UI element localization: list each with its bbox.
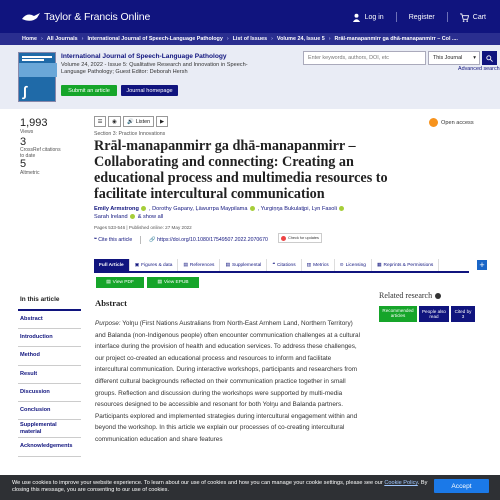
tab-citations[interactable]: [267, 259, 301, 271]
pages-published: Pages 533-546 | Published online: 27 May 2022: [94, 225, 192, 230]
logo-lamp-icon: [21, 10, 41, 24]
nav-item-discussion[interactable]: Discussion: [18, 384, 81, 402]
nav-heading: In this article: [18, 294, 81, 311]
speaker-icon: 🔊: [127, 118, 134, 125]
pdf-icon: ▤: [106, 280, 111, 285]
purpose-label: Purpose:: [95, 320, 121, 327]
cart-icon: [460, 13, 469, 22]
chevron-right-icon: ›: [81, 36, 84, 42]
abstract-heading: Abstract: [95, 298, 127, 308]
cover-mark: ∫: [23, 83, 27, 99]
tab-licensing[interactable]: [335, 259, 372, 271]
tab-label: Full Article: [99, 262, 124, 268]
cookie-text: We use cookies to improve your website experience. To learn about our use of cookies and how you can manage your cookie settings, please see our: [12, 480, 385, 486]
tab-full-article[interactable]: [94, 259, 130, 271]
audio-icon: ◉: [112, 118, 117, 125]
cookie-text: . By closing this message, you are consenting to our use of cookies.: [12, 480, 428, 493]
breadcrumb-current: Rrāl-manapanmirr ga dhā-manapanmirr – Col ....: [334, 36, 458, 42]
article-tabs: [94, 259, 469, 273]
related-tabs: [379, 306, 475, 322]
tab-figures[interactable]: [130, 259, 179, 271]
abstract-body: Yolŋu (First Nations Australians from North-East Arnhem Land, Northern Territory) and Balanda (non-Indigenous people) often encounter communication challenges at a cultural interface during the provision of health and education services. To address these challenges, our project co-created an educational process and resources to inform and facilitate intercultural communication. During interactive workshops, participants and researchers from different cultural backgrounds reflected on their communication practice together in small groups. Reflection and discussion during the workshops were supported by multi-media resources designed to be accessible and resonant for both Yolŋu and Balanda partners. Participants explored and implemented strategies during intercultural engagement within and beyond the workshop. In this article we explain our processes of co-creating intercultural communication education and share features: [95, 320, 361, 443]
listen-button[interactable]: [123, 116, 154, 127]
brand-name: Taylor & Francis Online: [44, 11, 151, 23]
orcid-icon[interactable]: [130, 214, 135, 219]
divider: [140, 236, 141, 244]
tab-metrics[interactable]: [302, 259, 335, 271]
views-count: 1,993: [20, 117, 48, 129]
check-updates-label: Check for updates: [288, 236, 319, 240]
tab-references[interactable]: [178, 259, 220, 271]
chevron-down-icon: ▾: [473, 55, 476, 61]
breadcrumb-volume[interactable]: Volume 24, Issue 5: [276, 36, 325, 42]
author-link[interactable]: , Dorothy Gapany, Ḻäwurrpa Maypilama: [149, 206, 248, 212]
chevron-right-icon: ›: [226, 36, 229, 42]
divider: [447, 12, 448, 22]
tab-reprints[interactable]: [372, 259, 439, 271]
views-label: Views: [20, 129, 34, 135]
references-icon: ▤: [183, 262, 188, 268]
submit-article-button[interactable]: Submit an article: [61, 85, 117, 96]
cover-band: [19, 63, 57, 77]
tab-cited-by[interactable]: Cited by 3: [451, 306, 475, 322]
orcid-icon[interactable]: [339, 206, 344, 211]
altmetric-count[interactable]: 5: [20, 158, 27, 170]
abstract-text: [95, 318, 365, 446]
tab-label: Licensing: [345, 262, 366, 268]
breadcrumb: [0, 33, 500, 45]
author-list: Emily Armstrong , Dorothy Gapany, Ḻäwurrpa Maypilama , Yurgiṉŋa Bukulatjpi, Lyn Fasoli Sarah Ireland & show all: [94, 205, 384, 221]
cart-link[interactable]: [460, 13, 486, 22]
orcid-icon[interactable]: [250, 206, 255, 211]
search-scope-select[interactable]: [428, 51, 480, 65]
show-all-authors-link[interactable]: show all: [143, 214, 164, 220]
breadcrumb-journal[interactable]: International Journal of Speech-Language Pathology: [87, 36, 223, 42]
expand-plus-button[interactable]: +: [477, 260, 487, 270]
nav-item-result[interactable]: Result: [18, 366, 81, 384]
cite-row: [94, 236, 268, 244]
search-placeholder: Enter keywords, authors, DOI, etc: [308, 55, 389, 61]
tab-label: Metrics: [313, 262, 329, 268]
article-toolbar: [94, 116, 168, 127]
search-input[interactable]: [303, 51, 426, 65]
cover-line: [22, 56, 52, 58]
tab-label: Figures & data: [141, 262, 173, 268]
nav-item-method[interactable]: Method: [18, 347, 81, 365]
crossmark-icon: [281, 236, 286, 241]
cookie-banner: [0, 475, 500, 500]
tab-label: Citations: [276, 262, 296, 268]
cite-label: Cite this article: [98, 237, 133, 243]
play-icon: ▶: [160, 118, 165, 125]
author-link[interactable]: Sarah Ireland: [94, 214, 128, 220]
author-link[interactable]: , Yurgiṉŋa Bukulatjpi, Lyn Fasoli: [257, 206, 337, 212]
chevron-right-icon: ›: [271, 36, 273, 42]
pdf-label: View PDF: [112, 280, 134, 285]
open-access-badge: [429, 118, 474, 127]
accept-cookies-button[interactable]: Accept: [434, 479, 489, 493]
cookie-message: [12, 480, 432, 494]
article-title: Rrāl-manapanmirr ga dhā-manapanmirr – Collaborating and connecting: Creating an educational process and multimedia resources to facilitate intercultural communication: [94, 138, 388, 202]
top-bar: [0, 0, 500, 33]
divider: [396, 12, 397, 22]
citations-icon: ❝: [272, 262, 275, 268]
chevron-right-icon: ›: [328, 36, 331, 42]
advanced-search-link[interactable]: Advanced search: [458, 66, 500, 72]
journal-homepage-button[interactable]: Journal homepage: [121, 85, 178, 96]
supplemental-icon: ▤: [225, 262, 230, 268]
tab-label: Supplemental: [232, 262, 262, 268]
doi-label: https://doi.org/10.1080/17549507.2022.2070670: [157, 237, 268, 243]
tab-supplemental[interactable]: [220, 259, 267, 271]
epub-icon: ▤: [157, 280, 162, 285]
info-icon[interactable]: [435, 293, 441, 299]
nav-item-introduction[interactable]: Introduction: [18, 329, 81, 347]
breadcrumb-issues[interactable]: List of Issues: [232, 36, 268, 42]
search-scope-value: This Journal: [433, 55, 463, 61]
cover-line: [22, 59, 44, 61]
doi-link[interactable]: [149, 237, 268, 243]
tab-label: References: [189, 262, 215, 268]
brand-logo[interactable]: [21, 10, 150, 24]
quote-icon: ❝: [94, 237, 99, 243]
related-research-heading: [379, 291, 441, 300]
tab-recommended[interactable]: Recommended articles: [379, 306, 417, 322]
cookie-policy-link[interactable]: Cookie Policy: [384, 480, 418, 486]
breadcrumb-home[interactable]: Home: [22, 36, 37, 42]
view-epub-button[interactable]: [147, 277, 199, 288]
cart-label: Cart: [472, 13, 486, 21]
menu-icon: ☰: [97, 118, 103, 125]
play-button[interactable]: [156, 116, 168, 127]
altmetric-label: Altmetric: [20, 170, 40, 176]
citations-label: CrossRef citations to date: [20, 147, 61, 159]
menu-button[interactable]: [94, 116, 106, 127]
login-label: Log in: [364, 13, 384, 21]
listen-label: Listen: [135, 118, 151, 125]
in-this-article-nav: [18, 294, 81, 457]
view-pdf-button[interactable]: [96, 277, 144, 288]
nav-item-abstract[interactable]: Abstract: [18, 311, 81, 329]
related-heading-label: Related research: [379, 291, 433, 300]
journal-cover[interactable]: [18, 52, 56, 102]
citations-count: 3: [20, 136, 27, 148]
nav-item-acknowledgements[interactable]: Acknowledgements: [18, 438, 81, 456]
open-access-icon: [429, 118, 438, 127]
link-icon: 🔗: [149, 237, 158, 243]
license-icon: ⊙: [339, 262, 344, 268]
login-link[interactable]: [352, 13, 384, 22]
user-icon: [352, 13, 361, 22]
chevron-right-icon: ›: [40, 36, 43, 42]
epub-label: View EPUB: [163, 280, 189, 285]
audio-button[interactable]: [108, 116, 121, 127]
tab-people-also-read[interactable]: People also read: [419, 306, 449, 322]
check-updates-button[interactable]: [278, 233, 322, 243]
search-icon: [486, 55, 493, 62]
author-link[interactable]: Emily Armstrong: [94, 206, 139, 212]
orcid-icon[interactable]: [141, 206, 146, 211]
reprints-icon: ▦: [376, 262, 382, 268]
open-access-label: Open access: [441, 119, 474, 126]
register-link[interactable]: Register: [408, 13, 435, 21]
nav-item-conclusion[interactable]: Conclusion: [18, 402, 81, 420]
image-icon: ▣: [134, 262, 140, 268]
breadcrumb-all-journals[interactable]: All Journals: [46, 36, 78, 42]
nav-item-supplemental[interactable]: Supplemental material: [18, 420, 81, 438]
article-section: Section 3: Practice Innovations: [94, 131, 166, 137]
issue-info: Volume 24, 2022 - Issue 5: Qualitative Research and Innovation in Speech-Language Pathology; Guest Editor: Deborah Hersh: [61, 62, 248, 75]
tab-label: Reprints & Permissions: [383, 262, 434, 268]
search-button[interactable]: [482, 51, 497, 65]
metrics-icon: ▥: [306, 262, 312, 268]
journal-title[interactable]: International Journal of Speech-Language Pathology: [61, 53, 227, 60]
cite-article-link[interactable]: [94, 237, 132, 243]
